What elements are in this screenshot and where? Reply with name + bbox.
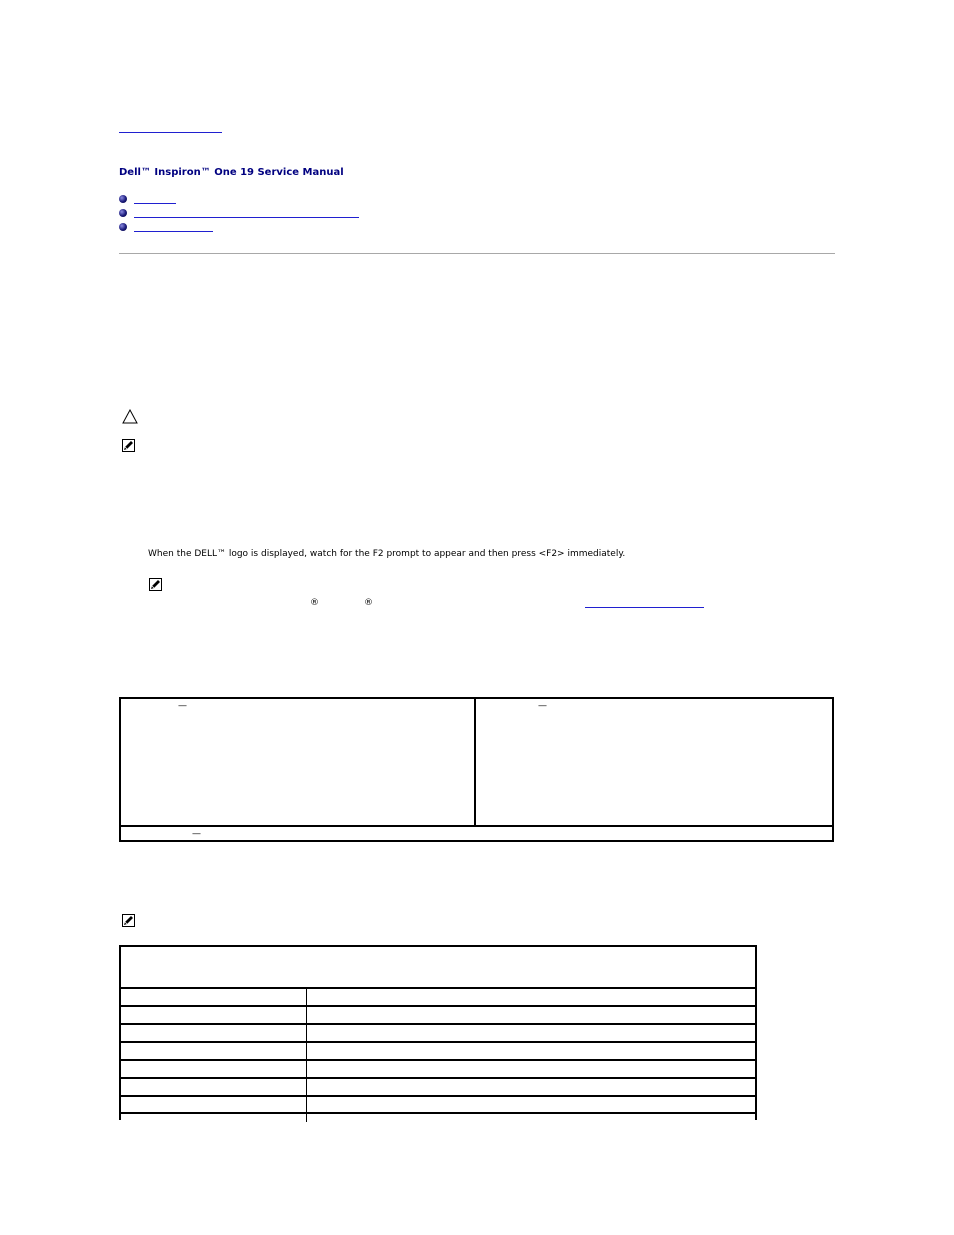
toc-link-3[interactable] <box>134 222 213 232</box>
dash-mark: — <box>192 829 201 839</box>
table-row <box>121 1041 755 1043</box>
spec-table <box>119 945 757 1120</box>
caution-triangle-icon <box>122 409 138 424</box>
bullet-icon <box>119 209 127 217</box>
section-divider <box>119 253 835 254</box>
registered-mark: ® <box>310 598 319 608</box>
toc-item-2[interactable] <box>119 207 359 219</box>
dash-mark: — <box>178 701 187 711</box>
table-row <box>121 987 755 989</box>
reference-link[interactable] <box>585 597 704 608</box>
table-row <box>121 1005 755 1007</box>
note-pencil-icon <box>122 914 136 927</box>
table-row <box>121 1059 755 1061</box>
toc-item-1[interactable] <box>119 193 176 205</box>
toc-link-2[interactable] <box>134 208 359 218</box>
table-row <box>121 1023 755 1025</box>
info-table-bottom-divider <box>121 825 832 827</box>
bullet-icon <box>119 195 127 203</box>
table-column-divider <box>306 987 307 1122</box>
dash-mark: — <box>538 701 547 711</box>
table-row <box>121 1095 755 1097</box>
manual-title: Dell™ Inspiron™ One 19 Service Manual <box>119 167 344 178</box>
toc-link-1[interactable] <box>134 194 176 204</box>
registered-mark: ® <box>364 598 373 608</box>
note-pencil-icon <box>122 439 136 452</box>
back-to-contents-link[interactable] <box>119 119 222 133</box>
table-row <box>121 1112 755 1114</box>
table-row <box>121 1077 755 1079</box>
step-text: When the DELL™ logo is displayed, watch for the F2 prompt to appear and then press <F2> immediately. <box>148 549 626 559</box>
note-pencil-icon <box>149 578 163 591</box>
bullet-icon <box>119 223 127 231</box>
info-table <box>119 697 834 842</box>
info-table-left-cell <box>121 699 476 826</box>
toc-item-3[interactable] <box>119 221 213 233</box>
